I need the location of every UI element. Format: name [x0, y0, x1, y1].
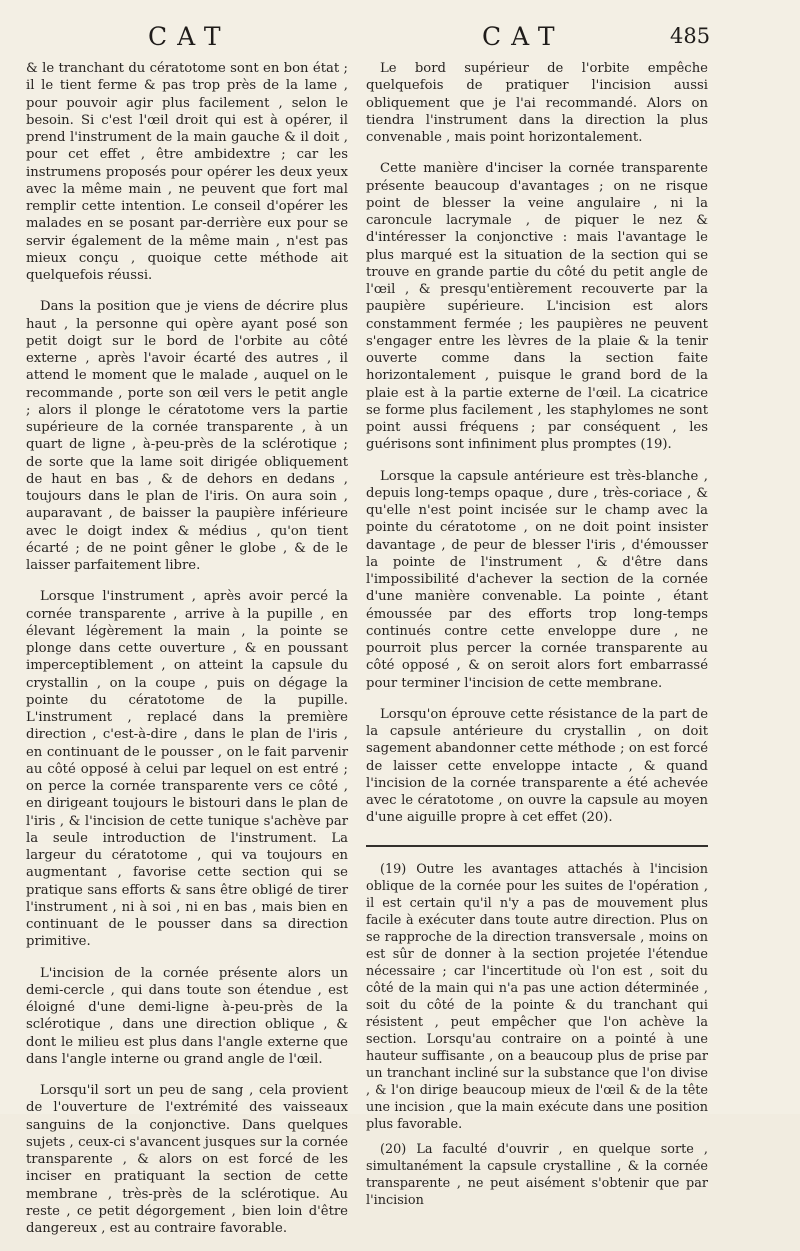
- paragraph: Dans la position que je viens de décrire plus haut , la personne qui opère ayant posé son petit doigt sur le bord de l'orbite au côté externe , après l'avoir écarté des autres , il attend le moment que le malade , auquel on le recommande , porte son œil vers le petit angle ; alors il plonge le cératotome vers la partie supérieure de la cornée transparente , à un quart de ligne , à-peu-près de la sclérotique ; de sorte que la lame soit dirigée obliquement de haut en bas , & de dehors en dedans , toujours dans le plan de l'iris. On aura soin , auparavant , de baisser la paupière inférieure avec le doigt index & médius , qu'on tient écarté ; de ne point gêner le globe , & de le laisser parfaitement libre.: [26, 299, 348, 573]
- paragraph: Le bord supérieur de l'orbite empêche quelquefois de pratiquer l'incision aussi obliquement que je l'ai recommandé. Alors on tiendra l'instrument dans la direction la plus convenable , mais point horizontalement.: [366, 61, 708, 145]
- paragraph: L'incision de la cornée présente alors un demi-cercle , qui dans toute son étendue , est éloigné d'une demi-ligne à-peu-près de la sclérotique , dans une direction oblique , & dont le milieu est plus dans l'angle externe que dans l'angle interne ou grand angle de l'œil.: [26, 965, 348, 1067]
- left-column: [26, 60, 348, 1251]
- paragraph: Lorsqu'on éprouve cette résistance de la part de la capsule antérieure du crystallin , on doit sagement abandonner cette méthode ; on est forcé de laisser cette enveloppe intacte , & quand l'incision de la cornée transparente a été achevée avec le cératotome , on ouvre la capsule au moyen d'une aiguille propre à cet effet (20).: [366, 706, 708, 826]
- paragraph: Cette manière d'inciser la cornée transparente présente beaucoup d'avantages ; on ne risque point de blesser la veine angulaire , ni la caroncule lacrymale , de piquer le nez & d'intéresser la conjonctive : mais l'avantage le plus marqué est la situation de la section qui se trouve en grande partie du côté du petit angle de l'œil , & presqu'entièrement recouverte par la paupière supérieure. L'incision est alors constamment fermée ; les paupières ne peuvent s'engager entre les lèvres de la plaie & la tenir ouverte comme dans la section faite horizontalement , puisque le grand bord de la plaie est à la partie externe de l'œil. La cicatrice se forme plus facilement , les staphylomes ne sont point aussi fréquens ; par conséquent , les guérisons sont infiniment plus promptes (19).: [366, 161, 708, 453]
- footnote: (20) La faculté d'ouvrir , en quelque sorte , simultanément la capsule crystalline , & la cornée transparente , ne peut aisément s'obtenir que par l'incision: [366, 1141, 708, 1208]
- paragraph: & le tranchant du cératotome sont en bon état ; il le tient ferme & pas trop près de la lame , pour pouvoir agir plus facilement , selon le besoin. Si c'est l'œil droit qui est à opérer, il prend l'instrument de la main gauche & il doit , pour cet effet , être ambidextre ; car les instrumens proposés pour opérer les deux yeux avec la même main , ne peuvent que fort mal remplir cette intention. Le conseil d'opérer les malades en se posant par-derrière eux pour se servir également de la même main , n'est pas mieux conçu , quoique cette méthode ait quelquefois réussi.: [26, 61, 348, 283]
- right-column: [366, 60, 708, 1217]
- running-head-left: CAT: [148, 22, 231, 51]
- running-head-right: CAT: [482, 22, 565, 51]
- footnote-divider: [366, 845, 708, 847]
- paragraph: Lorsque la capsule antérieure est très-blanche , depuis long-temps opaque , dure , très-coriace , & qu'elle n'est point incisée sur le champ avec la pointe du cératotome , on ne doit point insister davantage , de peur de blesser l'iris , d'émousser la pointe de l'instrument , & d'être dans l'impossibilité d'achever la section de la cornée d'une manière convenable. La pointe , étant émoussée par des efforts trop long-temps continués contre cette enveloppe dure , ne pourroit plus percer la cornée transparente au côté opposé , & on seroit alors fort embarrassé pour terminer l'incision de cette membrane.: [366, 468, 708, 691]
- paragraph: Lorsqu'il sort un peu de sang , cela provient de l'ouverture de l'extrémité des vaisseaux sanguins de la conjonctive. Dans quelques sujets , ceux-ci s'avancent jusques sur la cornée transparente , & alors on est forcé de les inciser en pratiquant la section de cette membrane , très-près de la sclérotique. Au reste , ce petit dégorgement , bien loin d'être dangereux , est au contraire favorable.: [26, 1083, 348, 1236]
- paragraph: Lorsque l'instrument , après avoir percé la cornée transparente , arrive à la pupille , en élevant légèrement la main , la pointe se plonge dans cette ouverture , & en poussant imperceptiblement , on atteint la capsule du crystallin , on la coupe , puis on dégage la pointe du cératotome de la pupille. L'instrument , replacé dans la première direction , c'est-à-dire , dans le plan de l'iris , en continuant de le pousser , on le fait parvenir au côté opposé à celui par lequel on est entré ; on perce la cornée transparente vers ce côté , en dirigeant toujours le bistouri dans le plan de l'iris , & l'incision de cette tunique s'achève par la seule introduction de l'instrument. La largeur du cératotome , qui va toujours en augmentant , favorise cette section qui se pratique sans efforts & sans être obligé de tirer l'instrument , ni à soi , ni en bas , mais bien en continuant de le pousser dans sa direction primitive.: [26, 589, 348, 950]
- page-number: 485: [670, 24, 711, 48]
- footnotes: [366, 861, 708, 1209]
- footnote: (19) Outre les avantages attachés à l'incision oblique de la cornée pour les suites de l'opération , il est certain qu'il n'y a pas de mouvement plus facile à exécuter dans toute autre direction. Plus on se rapproche de la direction transversale , moins on est sûr de donner à la section projetée l'étendue nécessaire ; car l'incertitude où l'on est , soit du côté de la main qui n'a pas une action déterminée , soit du côté de la pointe & du tranchant qui résistent , peut empêcher que l'on achève la section. Lorsqu'au contraire on a pointé à une hauteur suffisante , on a beaucoup plus de prise par un tranchant incliné sur la substance que l'on divise , & l'on dirige beaucoup mieux de l'œil & de la tête une incision , que la main exécute dans une position plus favorable.: [366, 861, 708, 1132]
